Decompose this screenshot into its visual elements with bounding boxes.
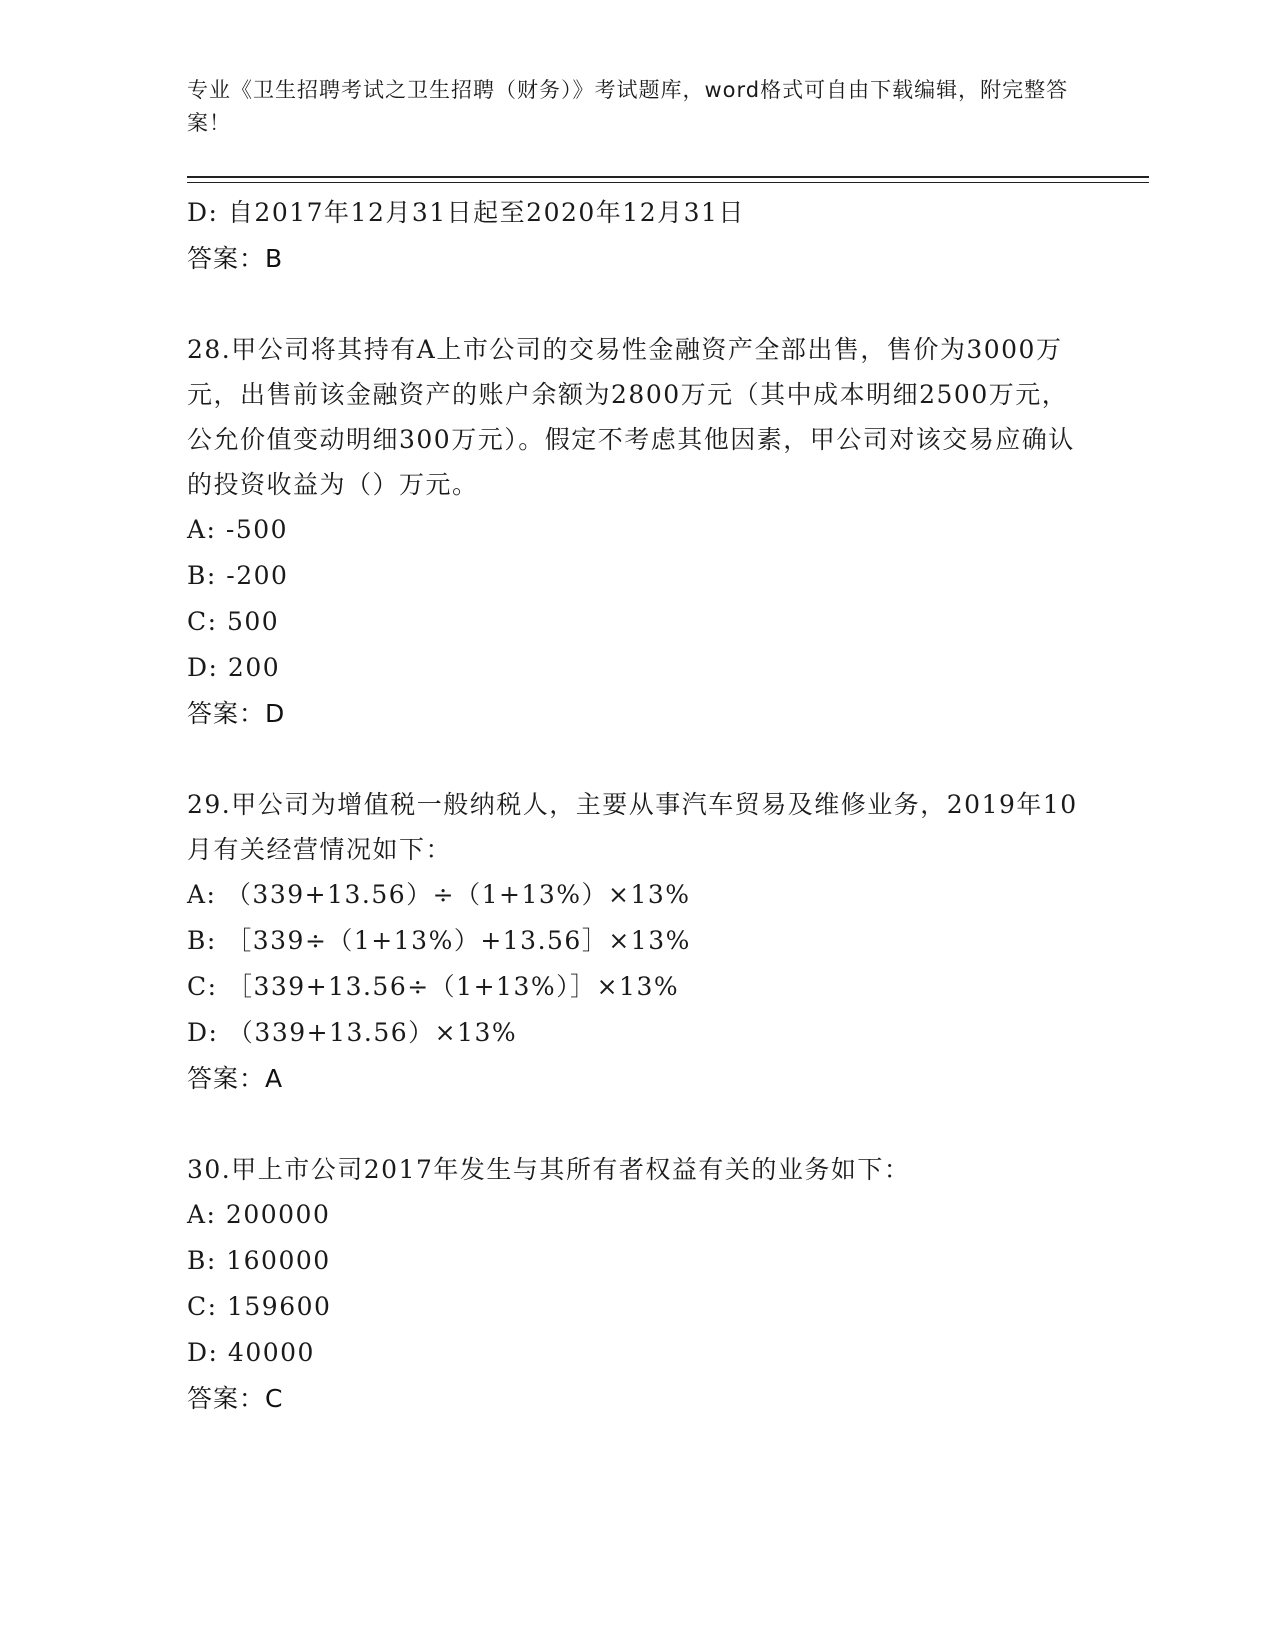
question-stem: 29.甲公司为增值税一般纳税人，主要从事汽车贸易及维修业务，2019年10月有关经营情况如下： bbox=[187, 790, 1078, 864]
prev-question-option-d: D: 自2017年12月31日起至2020年12月31日 bbox=[187, 198, 745, 227]
document-body bbox=[187, 190, 1087, 1422]
option-b: B: ［339÷（1+13%）+13.56］×13% bbox=[187, 926, 691, 955]
question-stem: 30.甲上市公司2017年发生与其所有者权益有关的业务如下： bbox=[187, 1155, 911, 1184]
question-answer: 答案：D bbox=[187, 699, 286, 728]
option-d: D: 40000 bbox=[187, 1338, 315, 1367]
spacer bbox=[187, 737, 1087, 782]
option-d: D: 200 bbox=[187, 653, 281, 682]
spacer bbox=[187, 282, 1087, 327]
option-c: C: 500 bbox=[187, 607, 280, 636]
header-rule-thin bbox=[187, 182, 1149, 183]
option-a: A: 200000 bbox=[187, 1200, 331, 1229]
question-answer: 答案：C bbox=[187, 1384, 284, 1413]
question-28 bbox=[187, 327, 1087, 737]
question-30 bbox=[187, 1147, 1087, 1422]
option-d: D: （339+13.56）×13% bbox=[187, 1018, 518, 1047]
option-a: A: （339+13.56）÷（1+13%）×13% bbox=[187, 880, 691, 909]
option-c: C: ［339+13.56÷（1+13%）］×13% bbox=[187, 972, 680, 1001]
option-a: A: -500 bbox=[187, 515, 289, 544]
question-29 bbox=[187, 782, 1087, 1102]
option-b: B: -200 bbox=[187, 561, 289, 590]
question-stem: 28.甲公司将其持有A上市公司的交易性金融资产全部出售，售价为3000万元，出售前该金融资产的账户余额为2800万元（其中成本明细2500万元，公允价值变动明细300万元）。假定不考虑其他因素，甲公司对该交易应确认的投资收益为（）万元。 bbox=[187, 335, 1075, 499]
spacer bbox=[187, 1102, 1087, 1147]
prev-question-answer: 答案：B bbox=[187, 244, 284, 273]
option-b: B: 160000 bbox=[187, 1246, 331, 1275]
question-answer: 答案：A bbox=[187, 1064, 284, 1093]
document-header: 专业《卫生招聘考试之卫生招聘（财务）》考试题库，word格式可自由下载编辑，附完整答案！ bbox=[187, 78, 1069, 135]
option-c: C: 159600 bbox=[187, 1292, 332, 1321]
header-rule-thick bbox=[187, 176, 1149, 178]
